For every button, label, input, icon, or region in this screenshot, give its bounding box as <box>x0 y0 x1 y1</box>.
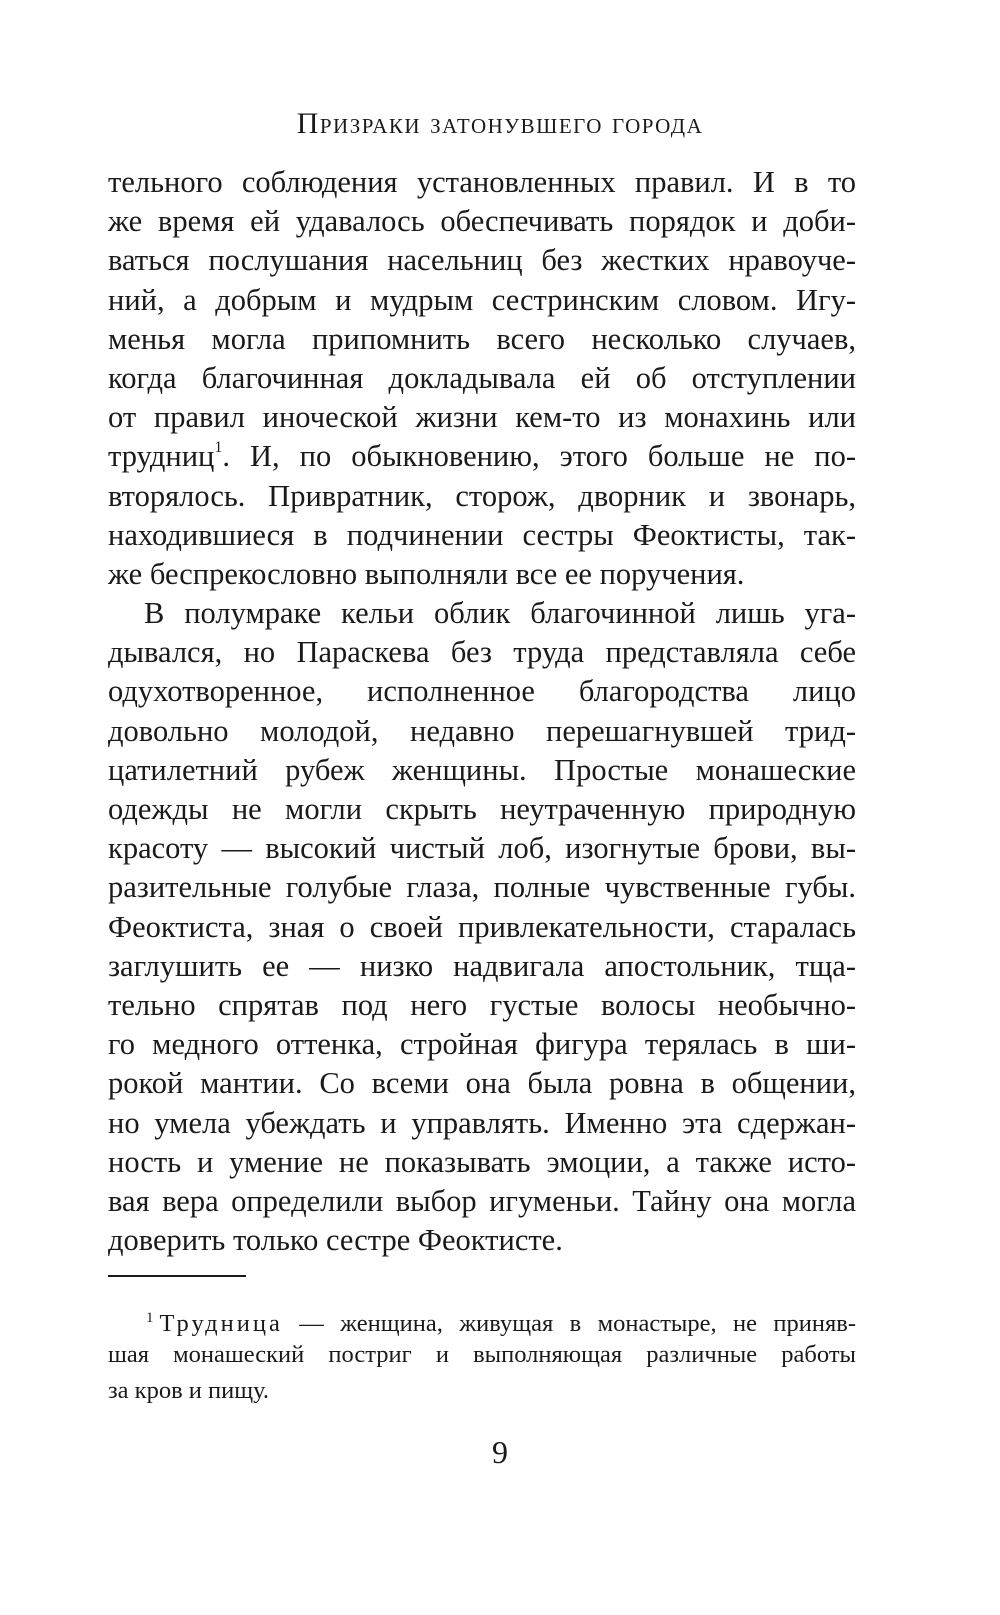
text-line: когда благочинная докладывала ей об отступлении <box>108 360 856 395</box>
text-line: находившиеся в подчинении сестры Феоктисты, так- <box>108 517 856 552</box>
text-line: одухотворенное, исполненное благородства лицо <box>108 674 856 709</box>
text-line: же беспрекословно выполняли все ее поручения. <box>108 556 745 591</box>
text-line: цатилетний рубеж женщины. Простые монашеские <box>108 752 856 787</box>
text-line: от правил иноческой жизни кем-то из монахинь или <box>108 400 856 435</box>
text-line: менья могла припомнить всего несколько случаев, <box>108 321 856 356</box>
text-line: тельного соблюдения установленных правил. И в то <box>108 165 856 199</box>
text-line: Феоктиста, зная о своей привлекательности, старалась <box>108 909 856 944</box>
text-line: В полумраке кельи облик благочинной лишь уга- <box>144 596 856 631</box>
text-line: тельно спрятав под него густые волосы необычно- <box>108 987 856 1022</box>
text-line: довольно молодой, недавно перешагнувшей трид- <box>108 713 856 748</box>
footnote-line: за кров и пищу. <box>108 1377 270 1404</box>
page-number: 9 <box>492 1434 508 1470</box>
text-line: заглушить ее — низко надвигала апостольник, тща- <box>108 948 856 983</box>
footnote-line: шая монашеский постриг и выполняющая различные работы <box>108 1340 856 1368</box>
footnote <box>108 1300 856 1410</box>
running-head: Призраки затонувшего города <box>296 107 704 140</box>
footnote-term: Трудница <box>159 1310 283 1337</box>
text-line: дывался, но Параскева без труда представляла себе <box>108 635 856 670</box>
text-line: разительные голубые глаза, полные чувственные губы. <box>108 870 856 905</box>
text-line: ваться послушания насельниц без жестких нравоуче- <box>108 243 856 278</box>
text-fragment: трудниц <box>108 439 215 474</box>
text-line: одежды не могли скрыть неутраченную природную <box>108 792 856 826</box>
footnote-separator <box>108 1275 246 1277</box>
footnote-line <box>108 1300 856 1337</box>
text-line: вая вера определили выбор игуменьи. Тайну она могла <box>108 1183 856 1218</box>
footnote-mark: 1 <box>146 1310 154 1326</box>
text-line: ность и умение не показывать эмоции, а также исто- <box>108 1144 856 1179</box>
footnote-reference[interactable]: 1 <box>214 439 223 457</box>
body-text <box>108 163 856 1260</box>
text-line: но умела убеждать и управлять. Именно эта сдержан- <box>108 1105 856 1140</box>
text-line: ний, а добрым и мудрым сестринским словом. Игу- <box>108 282 856 317</box>
text-line: же время ей удавалось обеспечивать порядок и доби- <box>108 204 856 239</box>
footnote-text: — женщина, живущая в монастыре, не приняв- <box>282 1310 856 1337</box>
text-line: доверить только сестре Феоктисте. <box>108 1223 563 1258</box>
text-line: вторялось. Привратник, сторож, дворник и звонарь, <box>108 478 856 513</box>
text-line: го медного оттенка, стройная фигура терялась в ши- <box>108 1027 856 1062</box>
text-line-with-footnote-ref <box>108 437 856 476</box>
text-line: рокой мантии. Со всеми она была ровна в общении, <box>108 1066 856 1101</box>
text-fragment: . И, по обыкновению, этого больше не по- <box>222 439 856 474</box>
text-line: красоту — высокий чистый лоб, изогнутые брови, вы- <box>108 831 856 866</box>
